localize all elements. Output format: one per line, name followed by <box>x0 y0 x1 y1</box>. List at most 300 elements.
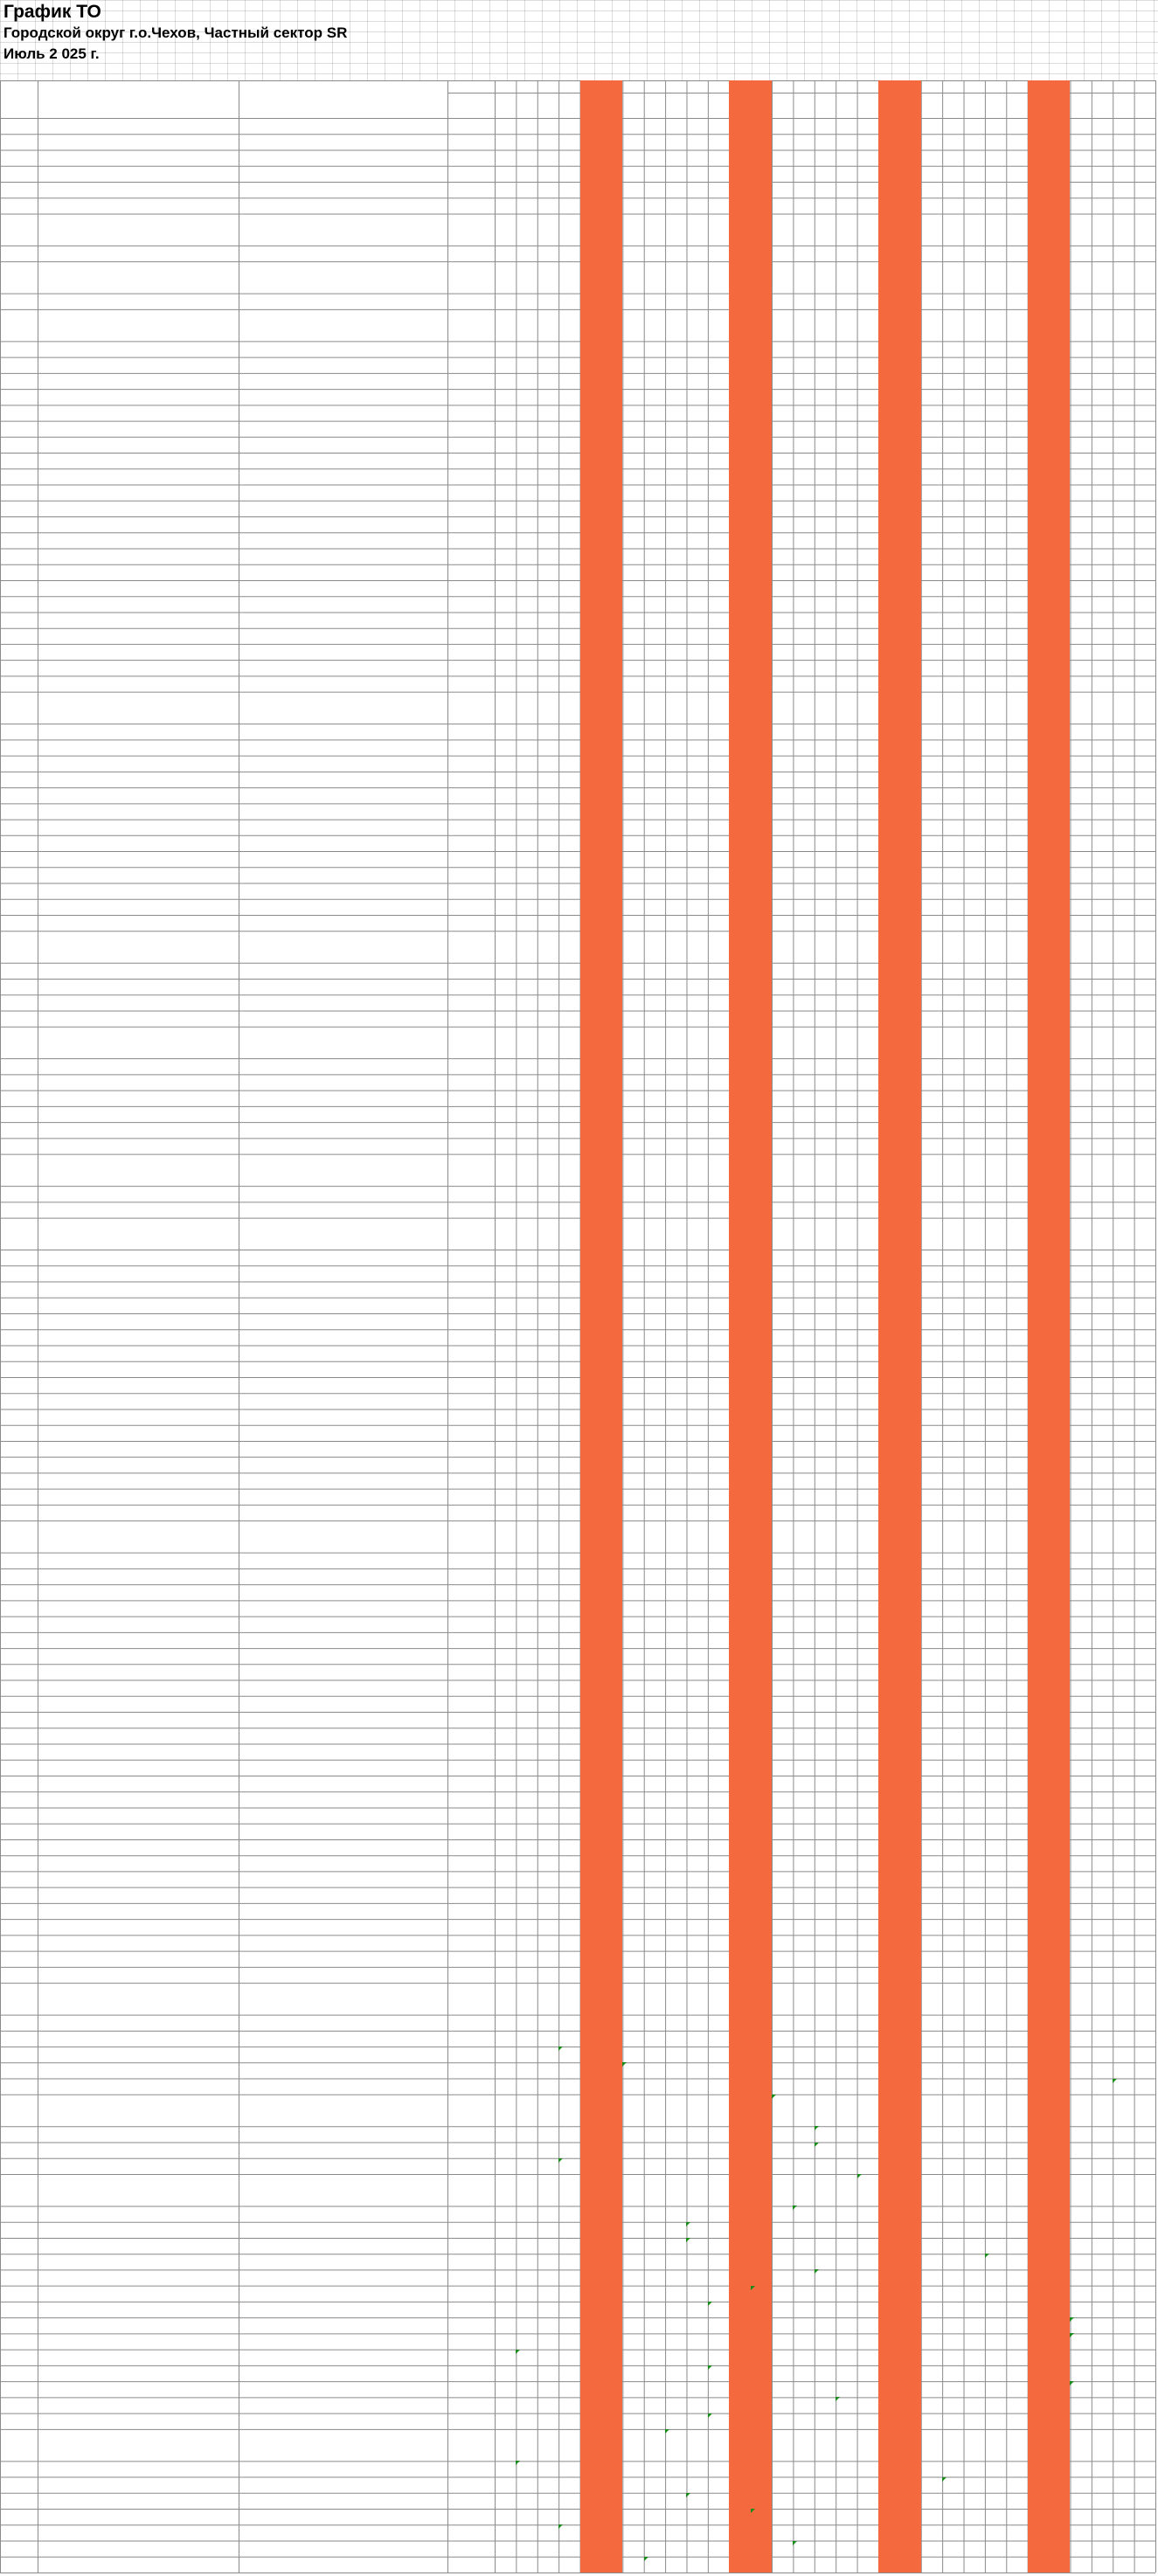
row-fias <box>240 2222 446 2238</box>
day-marker <box>708 1632 729 1648</box>
cell-corner-flag <box>815 2126 819 2130</box>
row-qty <box>449 294 493 309</box>
row-address <box>39 596 237 612</box>
day-marker <box>644 883 665 899</box>
row-fias <box>240 1106 446 1122</box>
row-qty <box>449 468 493 484</box>
row-number <box>2 2062 36 2078</box>
row-fias <box>240 1138 446 1153</box>
day-marker <box>772 1983 793 2014</box>
row-fias <box>240 787 446 803</box>
row-address <box>39 1744 237 1760</box>
row-qty <box>449 899 493 915</box>
row-fias <box>240 1154 446 1186</box>
row-address <box>39 835 237 851</box>
header-day-2 <box>516 80 537 93</box>
row-fias <box>240 309 446 341</box>
row-number <box>2 1887 36 1903</box>
row-fias <box>240 1712 446 1728</box>
weekend-column-12 <box>729 80 750 2573</box>
row-address <box>39 1122 237 1138</box>
row-address <box>39 756 237 772</box>
row-number <box>2 787 36 803</box>
row-qty <box>449 246 493 261</box>
row-number <box>2 532 36 548</box>
row-address <box>39 453 237 468</box>
row-number <box>2 1457 36 1472</box>
row-fias <box>240 246 446 261</box>
row-address <box>39 1664 237 1679</box>
row-address <box>39 2333 237 2349</box>
row-address <box>39 739 237 755</box>
row-address <box>39 1983 237 2014</box>
row-address <box>39 1680 237 1696</box>
row-number <box>2 883 36 899</box>
row-fias <box>240 1919 446 1935</box>
row-qty <box>449 2524 493 2540</box>
day-marker <box>942 1951 963 1967</box>
row-qty <box>449 2477 493 2493</box>
row-qty <box>449 2254 493 2269</box>
row-fias <box>240 1457 446 1472</box>
header-day-5 <box>580 80 601 93</box>
row-qty <box>449 1983 493 2014</box>
row-number <box>2 1346 36 1361</box>
row-fias <box>240 1091 446 1106</box>
row-qty <box>449 182 493 197</box>
row-address <box>39 485 237 501</box>
row-number <box>2 2174 36 2206</box>
cell-corner-flag <box>686 2222 690 2226</box>
row-number <box>2 2317 36 2333</box>
day-marker <box>665 1218 686 1250</box>
header-day-1 <box>495 80 516 93</box>
row-number <box>2 1728 36 1743</box>
row-address <box>39 2317 237 2333</box>
header-day-15 <box>793 80 814 93</box>
day-marker <box>772 1903 793 1919</box>
row-number <box>2 1250 36 1265</box>
cell-corner-flag <box>772 2095 776 2099</box>
row-address <box>39 2143 237 2158</box>
row-fias <box>240 1855 446 1871</box>
day-marker <box>686 963 707 979</box>
row-fias <box>240 1553 446 1568</box>
row-fias <box>240 1664 446 1679</box>
row-number <box>2 1967 36 1983</box>
header-day-4 <box>558 80 579 93</box>
row-fias <box>240 1409 446 1424</box>
header-day-9 <box>665 80 686 93</box>
row-number <box>2 1091 36 1106</box>
row-qty <box>449 803 493 819</box>
row-qty <box>449 1887 493 1903</box>
row-number <box>2 835 36 851</box>
row-qty <box>449 1744 493 1760</box>
row-qty <box>449 1489 493 1505</box>
row-address <box>39 915 237 931</box>
row-qty <box>449 2062 493 2078</box>
row-fias <box>240 2143 446 2158</box>
header-day-23 <box>964 80 985 93</box>
row-number <box>2 2126 36 2142</box>
row-fias <box>240 1265 446 1281</box>
row-number <box>2 564 36 580</box>
row-fias <box>240 1329 446 1345</box>
day-marker <box>815 1760 836 1776</box>
row-fias <box>240 1600 446 1616</box>
row-fias <box>240 867 446 883</box>
row-fias <box>240 963 446 979</box>
row-qty <box>449 787 493 803</box>
row-number <box>2 1201 36 1217</box>
row-qty <box>449 1138 493 1153</box>
day-marker <box>537 1201 558 1217</box>
row-address <box>39 1106 237 1122</box>
day-marker <box>1006 1250 1027 1265</box>
row-number <box>2 1298 36 1313</box>
row-fias <box>240 2397 446 2413</box>
day-marker <box>793 1457 814 1472</box>
row-qty <box>449 596 493 612</box>
row-qty <box>449 2381 493 2397</box>
row-qty <box>449 1282 493 1298</box>
header-day-7 <box>622 80 643 93</box>
row-qty <box>449 1600 493 1616</box>
row-qty <box>449 756 493 772</box>
row-fias <box>240 1122 446 1138</box>
row-address <box>39 261 237 293</box>
row-qty <box>449 915 493 931</box>
row-address <box>39 2286 237 2302</box>
row-fias <box>240 2461 446 2476</box>
day-marker <box>857 931 878 962</box>
row-fias <box>240 1186 446 1201</box>
row-qty <box>449 2429 493 2461</box>
row-number <box>2 2269 36 2285</box>
row-address <box>39 2254 237 2269</box>
row-address <box>39 1776 237 1791</box>
row-address <box>39 421 237 437</box>
row-qty <box>449 1425 493 1441</box>
row-address <box>39 2541 237 2557</box>
row-qty <box>449 1122 493 1138</box>
row-number <box>2 1855 36 1871</box>
day-marker <box>537 1935 558 1950</box>
row-address <box>39 787 237 803</box>
day-marker <box>836 1441 856 1457</box>
row-qty <box>449 437 493 453</box>
row-fias <box>240 835 446 851</box>
row-number <box>2 2350 36 2365</box>
row-fias <box>240 803 446 819</box>
row-number <box>2 2158 36 2174</box>
cell-corner-flag <box>751 2286 755 2290</box>
row-qty <box>449 660 493 675</box>
row-fias <box>240 756 446 772</box>
row-address <box>39 532 237 548</box>
row-address <box>39 1855 237 1871</box>
row-address <box>39 1377 237 1393</box>
day-marker <box>815 1298 836 1313</box>
day-marker <box>708 1584 729 1600</box>
day-marker <box>815 1664 836 1679</box>
row-qty <box>449 1250 493 1265</box>
row-fias <box>240 739 446 755</box>
row-address <box>39 1951 237 1967</box>
row-number <box>2 468 36 484</box>
row-number <box>2 309 36 341</box>
row-number <box>2 1027 36 1058</box>
cell-corner-flag <box>665 2429 669 2434</box>
day-marker <box>686 1106 707 1122</box>
row-number <box>2 1744 36 1760</box>
row-fias <box>240 660 446 675</box>
header-day <box>447 80 495 93</box>
row-fias <box>240 134 446 149</box>
row-qty <box>449 851 493 867</box>
row-qty <box>449 1074 493 1090</box>
day-marker <box>857 2031 878 2046</box>
row-qty <box>449 421 493 437</box>
row-qty <box>449 149 493 165</box>
row-number <box>2 915 36 931</box>
page-subtitle: Городской округ г.о.Чехов, Частный сектор SR <box>3 24 348 41</box>
header-day-26 <box>1028 80 1049 93</box>
row-address <box>39 166 237 182</box>
row-address <box>39 1648 237 1664</box>
row-address <box>39 692 237 724</box>
header-day-31 <box>1134 80 1155 93</box>
row-number <box>2 2509 36 2524</box>
row-fias <box>240 516 446 532</box>
day-marker <box>964 1186 985 1201</box>
row-qty <box>449 213 493 245</box>
row-address <box>39 501 237 516</box>
row-number <box>2 1409 36 1424</box>
row-fias <box>240 1967 446 1983</box>
row-address <box>39 2015 237 2031</box>
day-marker <box>793 1776 814 1791</box>
row-number <box>2 548 36 564</box>
row-number <box>2 2206 36 2221</box>
row-address <box>39 1967 237 1983</box>
cell-corner-flag <box>985 2254 989 2258</box>
row-qty <box>449 835 493 851</box>
day-marker <box>985 1377 1006 1393</box>
row-address <box>39 1520 237 1552</box>
row-fias <box>240 1568 446 1584</box>
header-day-11 <box>708 80 729 93</box>
row-number <box>2 2541 36 2557</box>
row-qty <box>449 1091 493 1106</box>
row-fias <box>240 580 446 596</box>
row-number <box>2 405 36 420</box>
day-marker <box>985 1472 1006 1488</box>
row-qty <box>449 532 493 548</box>
row-fias <box>240 1776 446 1791</box>
row-fias <box>240 644 446 660</box>
row-fias <box>240 453 446 468</box>
row-number <box>2 739 36 755</box>
row-address <box>39 1505 237 1520</box>
row-qty <box>449 2015 493 2031</box>
row-fias <box>240 2015 446 2031</box>
day-marker <box>1070 421 1091 437</box>
row-fias <box>240 564 446 580</box>
row-number <box>2 166 36 182</box>
row-address <box>39 134 237 149</box>
header-day-24 <box>985 80 1006 93</box>
weekend-column-20 <box>899 80 920 2573</box>
row-address <box>39 1313 237 1329</box>
row-fias <box>240 2365 446 2381</box>
day-marker <box>644 389 665 405</box>
row-address <box>39 516 237 532</box>
header-day-30 <box>1113 80 1134 93</box>
header-address <box>38 80 239 93</box>
row-qty <box>449 1824 493 1839</box>
row-address <box>39 803 237 819</box>
row-number <box>2 1903 36 1919</box>
header-day-18 <box>857 80 878 93</box>
row-address <box>39 1058 237 1074</box>
row-qty <box>449 867 493 883</box>
day-marker <box>942 1346 963 1361</box>
cell-corner-flag <box>558 2046 563 2051</box>
row-address <box>39 2557 237 2573</box>
row-address <box>39 2222 237 2238</box>
row-number <box>2 1935 36 1950</box>
header-day-25 <box>1006 80 1027 93</box>
row-qty <box>449 1951 493 1967</box>
row-fias <box>240 1058 446 1074</box>
row-fias <box>240 1983 446 2014</box>
header-day-14 <box>772 80 793 93</box>
day-marker <box>772 851 793 867</box>
row-address <box>39 1712 237 1728</box>
day-marker <box>815 453 836 468</box>
day-marker <box>1113 739 1134 755</box>
row-qty <box>449 2461 493 2476</box>
row-qty <box>449 2413 493 2429</box>
row-qty <box>449 2557 493 2573</box>
day-marker <box>708 1919 729 1935</box>
cell-corner-flag <box>708 2413 712 2418</box>
row-number <box>2 1664 36 1679</box>
row-address <box>39 405 237 420</box>
row-qty <box>449 1027 493 1058</box>
row-number <box>2 437 36 453</box>
row-qty <box>449 1839 493 1855</box>
row-qty <box>449 1218 493 1250</box>
row-number <box>2 867 36 883</box>
row-fias <box>240 2302 446 2317</box>
row-fias <box>240 2429 446 2461</box>
day-marker <box>921 867 942 883</box>
row-qty <box>449 1807 493 1823</box>
row-number <box>2 2429 36 2461</box>
day-marker <box>558 118 579 134</box>
row-number <box>2 1154 36 1186</box>
row-address <box>39 246 237 261</box>
row-fias <box>240 1425 446 1441</box>
row-fias <box>240 2317 446 2333</box>
row-qty <box>449 2302 493 2317</box>
row-address <box>39 1265 237 1281</box>
row-qty <box>449 261 493 293</box>
day-marker <box>985 1839 1006 1855</box>
row-address <box>39 2046 237 2062</box>
row-address <box>39 1553 237 1568</box>
row-number <box>2 246 36 261</box>
row-qty <box>449 1265 493 1281</box>
cell-corner-flag <box>857 2174 862 2178</box>
row-number <box>2 182 36 197</box>
day-marker <box>793 756 814 772</box>
row-fias <box>240 1951 446 1967</box>
row-number <box>2 1600 36 1616</box>
row-qty <box>449 2143 493 2158</box>
cell-corner-flag <box>751 2509 755 2513</box>
row-fias <box>240 1648 446 1664</box>
row-fias <box>240 1744 446 1760</box>
row-number <box>2 2397 36 2413</box>
row-qty <box>449 357 493 373</box>
row-fias <box>240 182 446 197</box>
row-number <box>2 1361 36 1377</box>
row-number <box>2 1505 36 1520</box>
row-fias <box>240 405 446 420</box>
cell-corner-flag <box>793 2206 797 2210</box>
row-qty <box>449 979 493 994</box>
day-marker <box>622 1122 643 1138</box>
row-number <box>2 644 36 660</box>
row-qty <box>449 1457 493 1472</box>
row-fias <box>240 772 446 787</box>
row-fias <box>240 1010 446 1026</box>
day-marker <box>1070 724 1091 739</box>
row-fias <box>240 213 446 245</box>
row-address <box>39 1728 237 1743</box>
row-address <box>39 294 237 309</box>
row-number <box>2 1712 36 1728</box>
row-number <box>2 1871 36 1887</box>
row-qty <box>449 644 493 660</box>
header-day-12 <box>729 80 750 93</box>
day-marker <box>751 644 772 660</box>
row-qty <box>449 1712 493 1728</box>
weekend-column-5 <box>580 80 601 2573</box>
row-fias <box>240 468 446 484</box>
row-fias <box>240 548 446 564</box>
row-fias <box>240 820 446 835</box>
cell-corner-flag <box>708 2302 712 2306</box>
row-number <box>2 979 36 994</box>
row-number <box>2 596 36 612</box>
row-fias <box>240 2031 446 2046</box>
day-marker <box>708 787 729 803</box>
row-number <box>2 1839 36 1855</box>
day-marker <box>686 1329 707 1345</box>
row-address <box>39 644 237 660</box>
row-address <box>39 309 237 341</box>
row-qty <box>449 931 493 962</box>
cell-corner-flag <box>815 2269 819 2274</box>
header-day-28 <box>1070 80 1091 93</box>
row-qty <box>449 516 493 532</box>
row-number <box>2 2046 36 2062</box>
